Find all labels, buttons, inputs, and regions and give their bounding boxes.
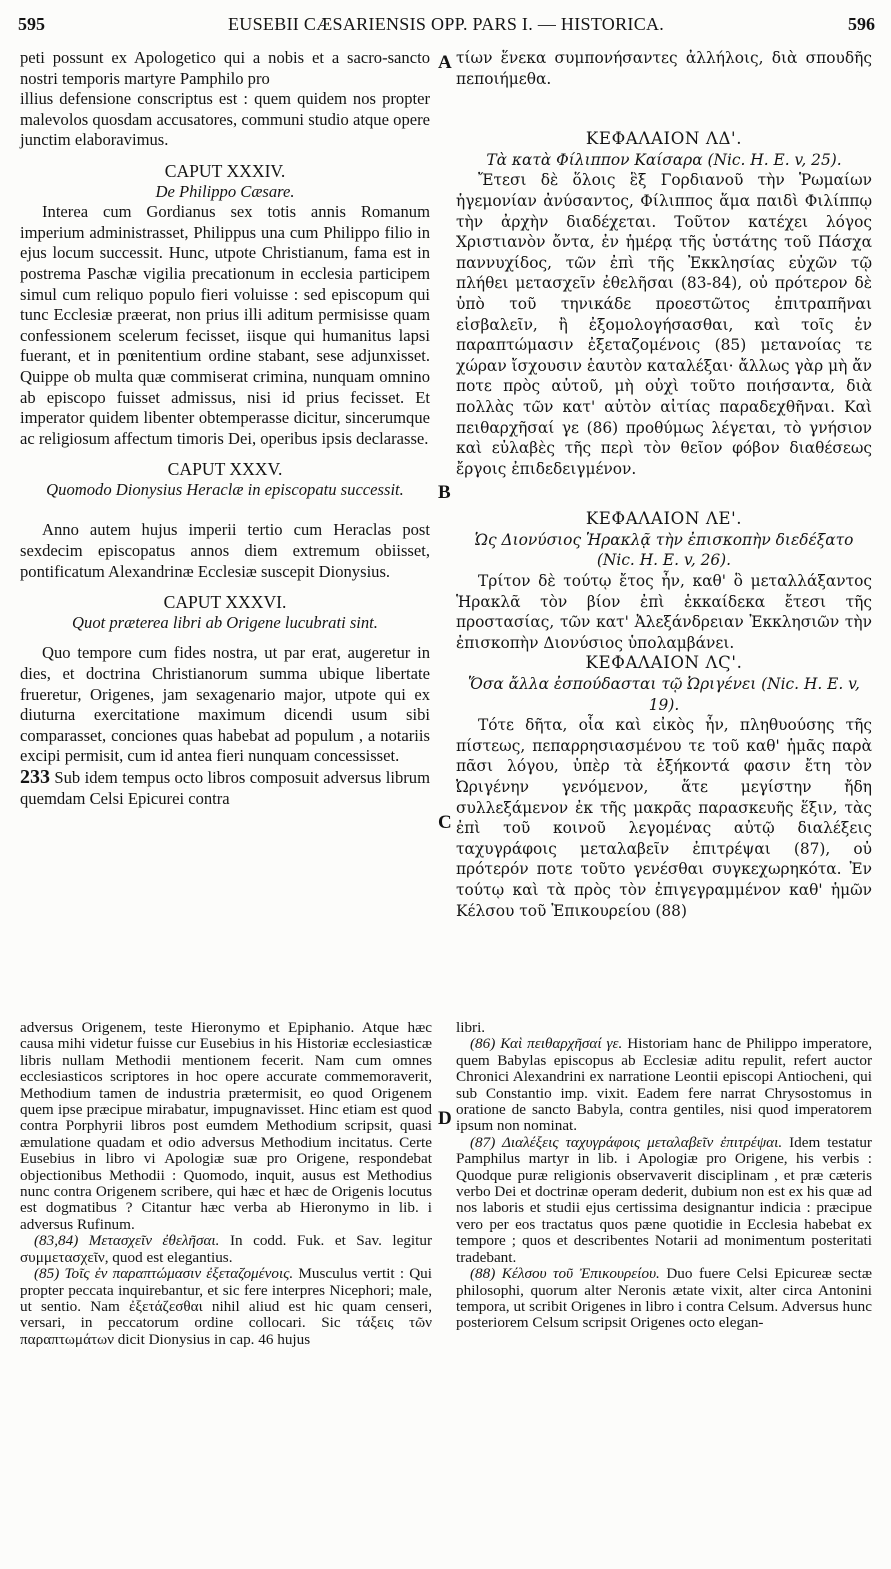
note-88-label: (88) Κέλσου τοῦ Ἐπικουρείου. — [470, 1265, 660, 1283]
margin-marker-b: B — [438, 482, 451, 503]
note-85 — [20, 1266, 432, 1348]
margin-marker-c: C — [438, 812, 452, 833]
running-title: EUSEBII CÆSARIENSIS OPP. PARS I. — HISTORICA. — [228, 14, 665, 34]
margin-marker-a: A — [438, 52, 452, 73]
note-88-text: Duo fuere Celsi Epicureæ sectæ philosophi, quorum alter Neronis ætate vixit, alter circa Antonini tempora, ut scribit Origenes in libro i contra Celsum. Adversus hunc posteriorem Celsum scripsit Origenes octo elegan- — [456, 1265, 872, 1332]
page-number-left: 595 — [18, 14, 45, 34]
note-83-84-text: In codd. Fuk. et Sav. legitur συμμετασχεῖν, quod est elegantius. — [20, 1232, 433, 1266]
note-87-label: (87) Διαλέξεις ταχυγράφοις μεταλαβεῖν ἐπιτρέψαι. — [470, 1133, 783, 1151]
note-86 — [456, 1036, 872, 1134]
kephalaion-35-text: Τρίτον δὲ τούτῳ ἔτος ἦν, καθ' ὃ μεταλλάξαντος Ἡρακλᾶ τὸν βίον ἐπὶ ἑκκαίδεκα ἔτεσι τῆς προστασίας, τῶν κατ' Ἀλεξάνδρειαν Ἐκκλησιῶν τὴν ἐπισκοπὴν Διονύσιος ὑπολαμβάνει. — [456, 572, 872, 652]
note-87 — [456, 1135, 872, 1266]
caput-34-title: CAPUT XXXIV. — [164, 160, 286, 181]
note-88 — [456, 1266, 872, 1332]
greek-intro: τίων ἕνεκα συμπονήσαντες ἀλλήλοις, διὰ σπουδῆς πεποιήμεθα. — [456, 49, 872, 88]
latin-column — [20, 48, 430, 809]
kephalaion-34-text: Ἔτεσι δὲ ὅλοις ἓξ Γορδιανοῦ τὴν Ῥωμαίων ἡγεμονίαν ἀνύσαντος, Φίλιππος ἅμα παιδὶ Φιλίππῳ τὴν ἀρχὴν διαδέχεται. Τοῦτον κατέχει λόγος Χριστιανὸν ὄντα, ἐν ἡμέρᾳ τῆς ὑστάτης τοῦ Πάσχα παννυχίδος, τῶν ἐπὶ τῆς Ἐκκλησίας εὐχῶν τῷ πλήθει μετασχεῖν ἐθελῆσαι (83-84), οὐ πρότερον δὲ ὑπὸ τοῦ τηνικάδε προεστῶτος ἐπιτραπῆναι εἰσβαλεῖν, ἢ ἐξομολογήσασθαι, καὶ τοῖς ἐν παραπτώμασιν ἐξεταζομένοις (85) μετανοίας τε χώραν ἴσχουσιν ἑαυτὸν καταλέξαι· ἄλλως γὰρ μὴ ἄν ποτε πρὸς αὐτοῦ, μὴ οὐχὶ τοῦτο ποιήσαντα, διὰ πολλὰς τῶν κατ' αὐτὸν αἰτίας παραδεχθῆναι. Καὶ πειθαρχῆσαί γε (86) προθύμως λέγεται, τὸ γνήσιον καὶ εὐλαβὲς τῆς περὶ τὸν θεῖον φόβον διαθέσεως ἔργοις ἐπιδεδειγμένον. — [456, 171, 872, 478]
note-83-84 — [20, 1233, 432, 1266]
caput-36-title: CAPUT XXXVI. — [163, 592, 287, 613]
caput-34-text: Interea cum Gordianus sex totis annis Romanum imperium administrasset, Philippus una cum Philippo filio in ejus locum successit. Hunc, utpote Christianum, fama est in postrema Paschæ vigilia precationum in ecclesia participem simul cum reliquo populo fieri voluisse : sed episcopum qui tunc Ecclesiæ præerat, non prius illi aditum permisisse quam confessionem scelerum fecisset, iisque qui humanitus lapsi fuerant, et in pœnitentium ordine stabant, sese adjunxisset. Quippe ob multa quæ commiserat crimina, nunquam omnino ab episcopo fuisset admissus, nisi id prius fecisset. Et imperator quidem libenter obtemperasse dicitur, sincerumque ac religiosum affectum timoris Dei, operibus ipsis declarasse. — [20, 202, 430, 448]
latin-intro-1: peti possunt ex Apologetico qui a nobis et a sacro-sancto nostri temporis martyre Pamphilo pro — [20, 48, 430, 88]
greek-column — [456, 48, 872, 921]
note-86-label: (86) Καὶ πειθαρχῆσαί γε. — [470, 1035, 623, 1053]
margin-marker-d: D — [438, 1108, 452, 1129]
note-83-84-label: (83,84) Μετασχεῖν ἐθελῆσαι. — [34, 1232, 220, 1250]
caput-36-text-continued — [20, 767, 430, 809]
footnotes-left — [20, 1020, 432, 1348]
latin-intro-2: illius defensione conscriptus est : quem quidem nos propter malevolos quosdam accusatores, communi studio atque opere junctim elaboravimus. — [20, 89, 430, 150]
caput-36-text: Quo tempore cum fides nostra, ut par erat, augeretur in dies, et doctrina Christianorum summa ubique libertate frueretur, Origenes, jam sexagenario major, utpote qui ex diuturna exercitatione maximum dicendi usum sibi comparasset, conciones quas habebat ad populum , a notariis excipi permisit, cum id antea fieri nunquam concessisset. — [20, 643, 430, 766]
caput-36-subtitle: Quot prætereа libri ab Origene lucubrati sint. — [72, 612, 378, 632]
note-continuation-right: libri. — [456, 1019, 486, 1036]
kephalaion-34-subtitle: Τὰ κατὰ Φίλιππον Καίσαρα (Nic. H. E. v, 25). — [486, 150, 842, 169]
caput-35-title: CAPUT XXXV. — [167, 459, 283, 480]
margin-number-233: 233 — [20, 766, 50, 788]
kephalaion-35-subtitle: Ὡς Διονύσιος Ἡρακλᾷ τὴν ἐπισκοπὴν διεδέξατο (Nic. H. E. v, 26). — [474, 530, 854, 570]
note-continuation: adversus Origenem, teste Hieronymo et Epiphanio. Atque hæc causa mihi videtur fuisse cur Eusebius in his Historiæ ecclesiasticæ libris nullam Methodii mentionem fecerit. Nam cum omnes ecclesiasticos scriptores in hoc opere accurate commemoraverit, Methodium tamen de industria prætermisit, eo quod Origenem quem ipse præcipue mirabatur, impugnavisset. Hinc etiam est quod contra Porphyrii libros post eumdem Methodium scripsit, quasi æmulatione quadam et odio adversus Methodium incitatus. Certe Eusebius in libro vi Apologiæ suæ pro Origene, respondebat objectionibus Methodii : Quomodo, inquit, ausus est Methodius nunc contra Origenem scribere, qui hæc et hæc de Origenis locutus est dogmatibus ? Citantur hæc verba ab Hieronymo in lib. i adversus Rufinum. — [20, 1019, 432, 1233]
note-86-text: Historiam hanc de Philippo imperatore, quem Babylas episcopus ab Ecclesiæ aditu repulit, refert auctor Chronici Alexandrini ex narratione Leontii episcopi Antiocheni, qui sub Constantio imp. vixit. Eadem fere narrat Chrysostomus in oratione de sancto Babyla, contra gentiles, nisi quod imperatorem ipsum non nominat. — [456, 1035, 872, 1135]
kephalaion-34-title: ΚΕΦΑΛΑΙΟΝ ΛΔ'. — [585, 129, 743, 149]
running-header — [18, 14, 875, 40]
note-85-label: (85) Τοῖς ἐν παραπτώμασιν ἐξεταζομένοις. — [34, 1265, 294, 1283]
page-number-right: 596 — [848, 14, 875, 34]
kephalaion-36-title: ΚΕΦΑΛΑΙΟΝ ΛϚ'. — [585, 653, 743, 673]
caput-34-subtitle: De Philippo Cæsare. — [155, 181, 295, 201]
kephalaion-35-title: ΚΕΦΑΛΑΙΟΝ ΛΕ'. — [585, 509, 743, 529]
note-87-text: Idem testatur Pamphilus martyr in lib. i Apologiæ pro Origene, his verbis : Quodque puræ religionis observaverit disciplinam , et præ cæteris verbo Dei et doctrinæ operam dederit, dubium non est ex his quæ ad nos laboris et studii ejus certissima designantur indicia : præcipue vero per eos tractatus quos pæne quotidie in Ecclesia habebat ex tempore ; quos et describentes Notarii ad monimentum posteritati tradebant. — [456, 1133, 872, 1266]
caput-35-text: Anno autem hujus imperii tertio cum Heraclas post sexdecim episcopatus annos diem extremum obiisset, pontificatum Alexandrinæ Ecclesiæ suscepit Dionysius. — [20, 520, 430, 581]
footnotes-right — [456, 1020, 872, 1332]
kephalaion-36-text: Τότε δῆτα, οἷα καὶ εἰκὸς ἦν, πληθυούσης τῆς πίστεως, πεπαρρησιασμένου τε τοῦ καθ' ἡμᾶς παρὰ πᾶσι λόγου, ὑπὲρ τὰ ἑξήκοντά φασιν ἔτη τὸν Ὠριγένην γενόμενον, ἅτε μεγίστην ἤδη συλλεξάμενον ἐκ τῆς μακρᾶς παρασκευῆς ἕξιν, τὰς ἐπὶ τοῦ κοινοῦ λεγομένας αὐτῷ διαλέξεις ταχυγράφοις μεταλαβεῖν ἐπιτρέψαι (87), οὐ πρότερόν ποτε τοῦτο γενέσθαι συγκεχωρηκότα. Ἐν τούτῳ καὶ τὰ πρὸς τὸν ἐπιγεγραμμένον καθ' ἡμῶν Κέλσου τοῦ Ἐπικουρείου (88) — [456, 716, 872, 920]
caput-35-subtitle: Quomodo Dionysius Heraclæ in episcopatu successit. — [46, 479, 404, 499]
note-85-text: Musculus vertit : Qui propter peccata inquirebantur, et sic fere interpres Nicephori; male, ut sentio. Nam ἐξετάζεσθαι nihil aliud est hic quam censeri, versari, in peccatorum ordine collocari. Sic τάξεις τῶν παραπτωμάτων dicit Dionysius in cap. 46 hujus — [20, 1265, 432, 1348]
kephalaion-36-subtitle: Ὅσα ἄλλα ἐσπούδασται τῷ Ὠριγένει (Nic. H. E. v, 19). — [468, 675, 860, 714]
caput-36-text-2: Sub idem tempus octo libros composuit adversus librum quemdam Celsi Epicurei contra — [20, 768, 430, 808]
